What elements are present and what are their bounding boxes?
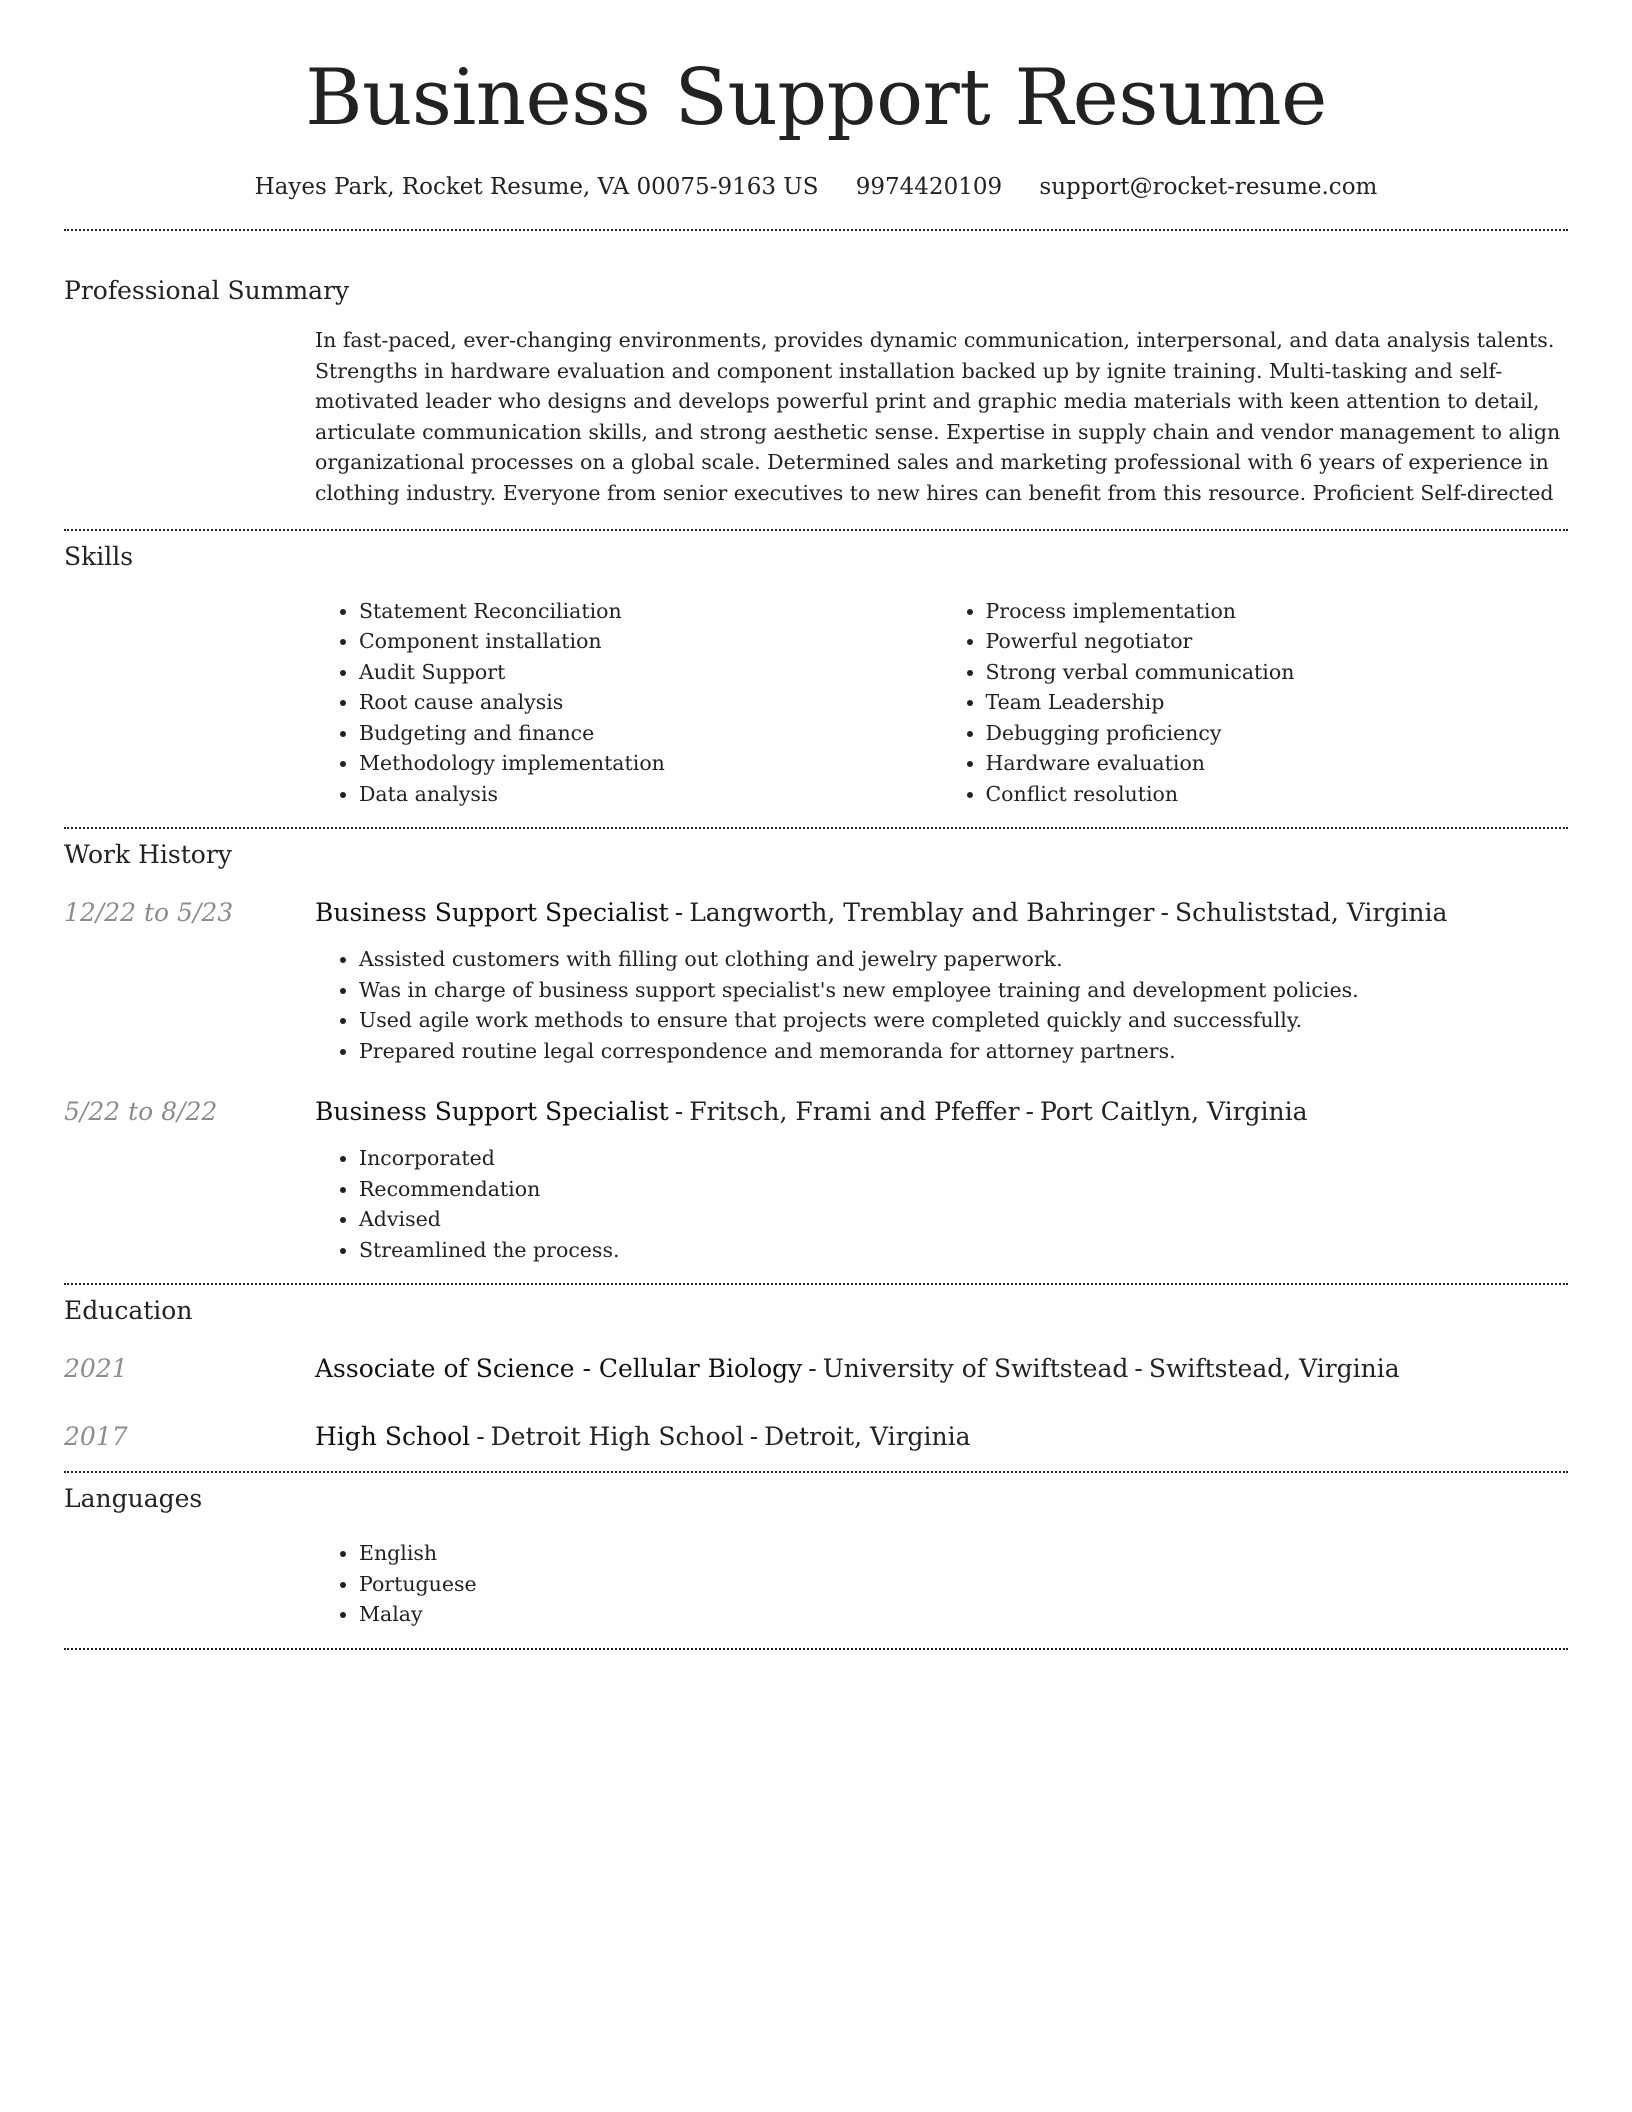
- contact-address: Hayes Park, Rocket Resume, VA 00075-9163 US: [254, 174, 819, 200]
- job-bullets: [315, 944, 1568, 1066]
- summary-section: [64, 231, 1568, 509]
- entry-heading: Business Support Specialist - Langworth, Tremblay and Bahringer - Schuliststad, Virginia: [315, 898, 1448, 928]
- languages-section: [64, 1473, 1568, 1630]
- list-item: • Advised: [359, 1204, 1568, 1235]
- entry-heading: Associate of Science - Cellular Biology - University of Swiftstead - Swiftstead, Virginia: [315, 1354, 1400, 1384]
- job-company: Fritsch, Frami and Pfeffer: [689, 1097, 1020, 1127]
- list-item: • Audit Support: [359, 657, 942, 688]
- list-item: • Process implementation: [986, 596, 1569, 627]
- list-item: • Debugging proficiency: [986, 718, 1569, 749]
- list-item: • Was in charge of business support specialist's new employee training and development policies.: [359, 975, 1568, 1006]
- list-item: • Root cause analysis: [359, 687, 942, 718]
- entry-heading: High School - Detroit High School - Detroit, Virginia: [315, 1422, 971, 1452]
- languages-list: [315, 1538, 1568, 1630]
- education-section: [64, 1285, 1568, 1453]
- entry-heading: Business Support Specialist - Fritsch, Frami and Pfeffer - Port Caitlyn, Virginia: [315, 1097, 1308, 1127]
- section-title-education: Education: [64, 1296, 193, 1326]
- education-school: University of Swiftstead: [822, 1354, 1129, 1384]
- summary-text: In fast-paced, ever-changing environments, provides dynamic communication, interpersonal, and data analysis talents. Strengths in hardware evaluation and component installation backed up by ignite training. Multi-tasking and self-motivated leader who designs and develops powerful print and graphic media materials with keen attention to detail, articulate communication skills, and strong aesthetic sense. Expertise in supply chain and vendor management to align organizational processes on a global scale. Determined sales and marketing professional with 6 years of experience in clothing industry. Everyone from senior executives to new hires can benefit from this resource. Proficient Self-directed: [315, 328, 1561, 505]
- job-role: Business Support Specialist: [315, 1097, 669, 1127]
- work-section: [64, 829, 1568, 1265]
- education-degree: High School: [315, 1422, 471, 1452]
- list-item: • Incorporated: [359, 1143, 1568, 1174]
- list-item: • Assisted customers with filling out clothing and jewelry paperwork.: [359, 944, 1568, 975]
- work-entry: [64, 897, 1568, 1066]
- entry-date: 5/22 to 8/22: [64, 1097, 218, 1127]
- list-item: • Budgeting and finance: [359, 718, 942, 749]
- list-item: • Conflict resolution: [986, 779, 1569, 810]
- list-item: • English: [359, 1538, 1568, 1569]
- job-role: Business Support Specialist: [315, 898, 669, 928]
- section-title-work: Work History: [64, 840, 232, 870]
- job-location: Schuliststad, Virginia: [1174, 898, 1448, 928]
- list-item: • Recommendation: [359, 1174, 1568, 1205]
- entry-date: 2021: [64, 1354, 128, 1384]
- list-item: • Used agile work methods to ensure that projects were completed quickly and successfully.: [359, 1005, 1568, 1036]
- list-item: • Team Leadership: [986, 687, 1569, 718]
- list-item: • Hardware evaluation: [986, 748, 1569, 779]
- contact-line: [64, 172, 1568, 202]
- education-location: Detroit, Virginia: [764, 1422, 971, 1452]
- section-divider: [64, 1648, 1568, 1650]
- education-degree: Associate of Science - Cellular Biology: [315, 1354, 803, 1384]
- resume-page: [64, 0, 1568, 1650]
- page-title: Business Support Resume: [305, 53, 1327, 143]
- education-school: Detroit High School: [490, 1422, 744, 1452]
- skills-list-left: [315, 596, 942, 810]
- list-item: • Powerful negotiator: [986, 626, 1569, 657]
- skills-list-right: [942, 596, 1569, 810]
- resume-header: [64, 0, 1568, 202]
- work-entry: [64, 1096, 1568, 1265]
- list-item: • Portuguese: [359, 1569, 1568, 1600]
- list-item: • Strong verbal communication: [986, 657, 1569, 688]
- contact-phone: 9974420109: [855, 174, 1003, 200]
- list-item: • Methodology implementation: [359, 748, 942, 779]
- list-item: • Data analysis: [359, 779, 942, 810]
- list-item: • Malay: [359, 1599, 1568, 1630]
- skills-section: [64, 531, 1568, 810]
- education-entry: [64, 1421, 1568, 1453]
- section-title-skills: Skills: [64, 541, 134, 571]
- job-bullets: [315, 1143, 1568, 1265]
- education-location: Swiftstead, Virginia: [1148, 1354, 1400, 1384]
- list-item: • Streamlined the process.: [359, 1235, 1568, 1266]
- list-item: • Prepared routine legal correspondence and memoranda for attorney partners.: [359, 1036, 1568, 1067]
- list-item: • Statement Reconciliation: [359, 596, 942, 627]
- education-entry: [64, 1353, 1568, 1385]
- entry-date: 12/22 to 5/23: [64, 898, 234, 928]
- contact-email[interactable]: support@rocket-resume.com: [1039, 174, 1378, 200]
- list-item: • Component installation: [359, 626, 942, 657]
- job-location: Port Caitlyn, Virginia: [1040, 1097, 1308, 1127]
- job-company: Langworth, Tremblay and Bahringer: [689, 898, 1155, 928]
- entry-date: 2017: [64, 1422, 128, 1452]
- section-title-languages: Languages: [64, 1484, 203, 1514]
- section-title-summary: Professional Summary: [64, 276, 350, 305]
